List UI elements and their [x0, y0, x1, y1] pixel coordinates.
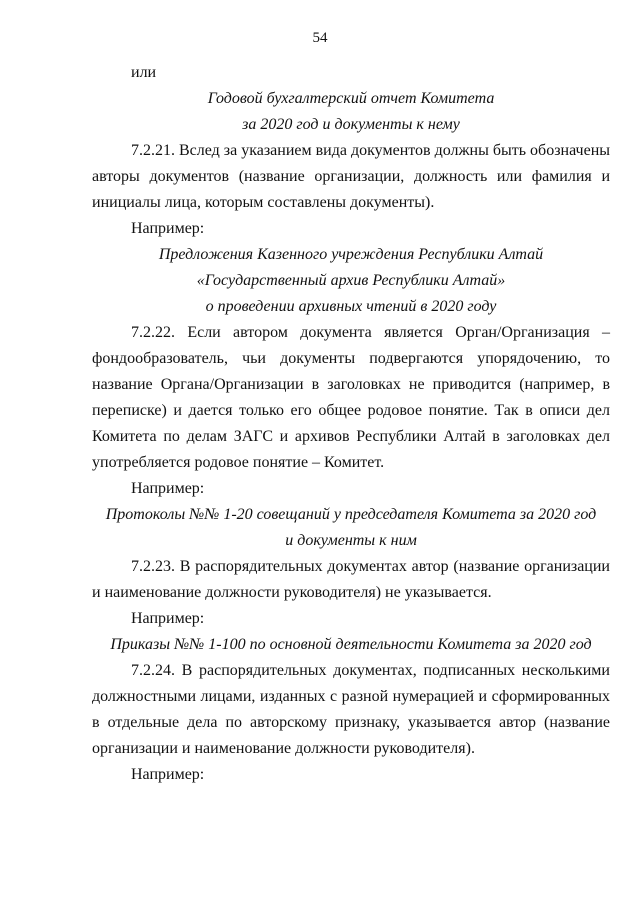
- example-orders: [92, 632, 610, 658]
- page-number: 54: [312, 30, 328, 46]
- example-line: Приказы №№ 1-100 по основной деятельности Комитета за 2020 год: [110, 636, 592, 653]
- paragraph-7-2-21: 7.2.21. Вслед за указанием вида документов должны быть обозначены авторы документов (название организации, должность или фамилия и инициалы лица, которым составлены документы).: [92, 142, 610, 211]
- example-line: за 2020 год и документы к нему: [242, 116, 460, 133]
- example-protocols: [92, 502, 610, 554]
- example-line: Годовой бухгалтерский отчет Комитета: [207, 90, 495, 107]
- paragraph-for-example: Например:: [131, 220, 205, 237]
- paragraph-7-2-23: 7.2.23. В распорядительных документах автор (название организации и наименование должности руководителя) не указывается.: [92, 558, 610, 601]
- paragraph-or: или: [131, 64, 157, 81]
- example-line: «Государственный архив Республики Алтай»: [196, 272, 506, 289]
- paragraph-for-example: Например:: [131, 610, 205, 627]
- example-line: Предложения Казенного учреждения Республики Алтай: [158, 246, 544, 263]
- paragraph-for-example: Например:: [131, 766, 205, 783]
- example-line: о проведении архивных чтений в 2020 году: [205, 298, 497, 315]
- document-body: [92, 60, 610, 788]
- example-annual-report: [92, 86, 610, 138]
- example-proposals: [92, 242, 610, 320]
- paragraph-for-example: Например:: [131, 480, 205, 497]
- example-line: и документы к ним: [285, 532, 417, 549]
- example-line: Протоколы №№ 1-20 совещаний у председателя Комитета за 2020 год: [105, 506, 597, 523]
- paragraph-7-2-22: 7.2.22. Если автором документа является Орган/Организация – фондообразователь, чьи документы подвергаются упорядочению, то название Органа/Организации в заголовках не приводится (например, в переписке) и дается только его общее родовое понятие. Так в описи дел Комитета по делам ЗАГС и архивов Республики Алтай в заголовках дел употребляется родовое понятие – Комитет.: [92, 324, 610, 471]
- paragraph-7-2-24: 7.2.24. В распорядительных документах, подписанных несколькими должностными лицами, изданных с разной нумерацией и сформированных в отдельные дела по авторскому признаку, указывается автор (название организации и наименование должности руководителя).: [92, 662, 610, 757]
